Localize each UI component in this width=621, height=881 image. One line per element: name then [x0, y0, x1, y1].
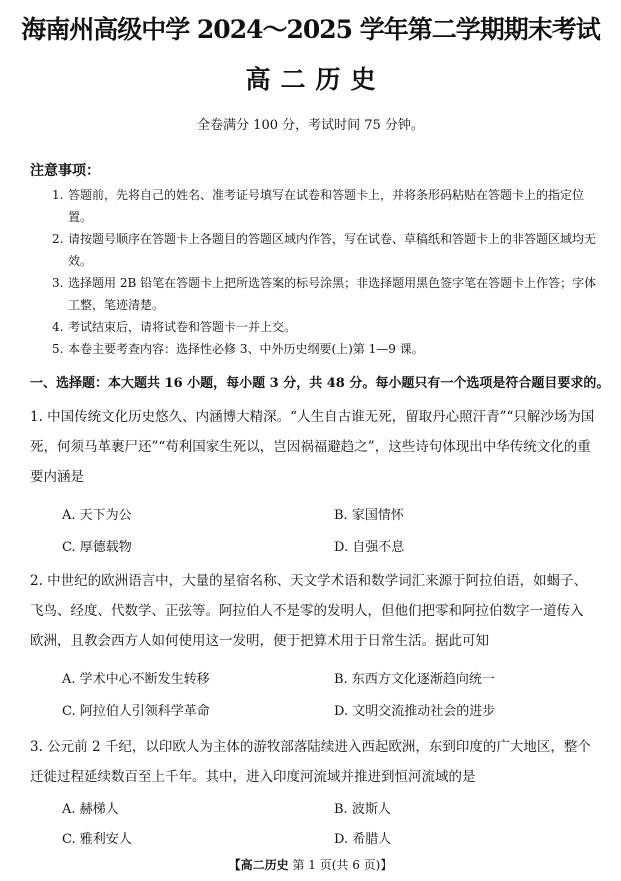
- option-b[interactable]: B. 家国情怀: [334, 508, 404, 523]
- notice-item: [52, 184, 600, 228]
- question-3: [30, 732, 596, 792]
- option-c[interactable]: C. 厚德载物: [62, 540, 132, 555]
- option-a[interactable]: A. 学术中心不断发生转移: [62, 672, 210, 687]
- notice-text: 请按题号顺序在答题卡上各题目的答题区域内作答，写在试卷、草稿纸和答题卡上的非答题区域均无效。: [68, 232, 597, 268]
- option-d[interactable]: D. 文明交流推动社会的进步: [334, 704, 496, 719]
- notice-number: 4.: [52, 320, 64, 334]
- page-footer: [0, 856, 621, 873]
- exam-title: 海南州高级中学 2024～2025 学年第二学期期末考试: [21, 15, 600, 44]
- question-stem: 2. 中世纪的欧洲语言中，大量的星宿名称、天文学术语和数学词汇来源于阿拉伯语，如蝎子、飞鸟、经度、代数学、正弦等。阿拉伯人不是零的发明人，但他们把零和阿拉伯数字一道传入欧洲，且教会西方人如何使用这一发明，便于把算术用于日常生活。据此可知: [30, 573, 588, 649]
- option-d[interactable]: D. 希腊人: [334, 832, 392, 847]
- notice-item: [52, 228, 600, 272]
- question-2: [30, 566, 596, 656]
- notice-number: 2.: [52, 232, 64, 246]
- option-c[interactable]: C. 阿拉伯人引领科学革命: [62, 704, 210, 719]
- question-stem: 3. 公元前 2 千纪，以印欧人为主体的游牧部落陆续进入西起欧洲，东到印度的广大地区，整个迁徙过程延续数百至上千年。其中，进入印度河流域并推进到恒河流域的是: [30, 739, 591, 785]
- option-b[interactable]: B. 东西方文化逐渐趋向统一: [334, 672, 495, 687]
- notice-title: 注意事项：: [30, 163, 100, 179]
- notice-item: [52, 316, 600, 338]
- option-b[interactable]: B. 波斯人: [334, 802, 391, 817]
- notice-number: 5.: [52, 342, 64, 356]
- option-d[interactable]: D. 自强不息: [334, 540, 405, 555]
- option-a[interactable]: A. 天下为公: [62, 508, 132, 523]
- question-1: [30, 402, 596, 492]
- notice-text: 本卷主要考查内容：选择性必修 3、中外历史纲要(上)第 1—9 课。: [68, 342, 424, 356]
- footer-subject: 【高二历史: [228, 858, 289, 872]
- exam-meta: 全卷满分 100 分，考试时间 75 分钟。: [197, 118, 424, 133]
- option-c[interactable]: C. 雅利安人: [62, 832, 132, 847]
- notice-text: 答题前，先将自己的姓名、准考证号填写在试卷和答题卡上，并将条形码粘贴在答题卡上的指定位置。: [68, 188, 585, 224]
- footer-page-number: 第 1 页(共 6 页)】: [292, 858, 393, 872]
- exam-subject: 高二历史: [245, 65, 386, 94]
- notice-number: 3.: [52, 276, 64, 290]
- section-heading: 一、选择题：本大题共 16 小题，每小题 3 分，共 48 分。每小题只有一个选项是符合题目要求的。: [30, 376, 610, 391]
- notice-number: 1.: [52, 188, 64, 202]
- notice-text: 选择题用 2B 铅笔在答题卡上把所选答案的标号涂黑；非选择题用黑色签字笔在答题卡上作答；字体工整，笔迹清楚。: [68, 276, 597, 312]
- notice-text: 考试结束后，请将试卷和答题卡一并上交。: [68, 320, 297, 334]
- notice-list: [52, 184, 600, 360]
- notice-item: [52, 272, 600, 316]
- question-stem: 1. 中国传统文化历史悠久、内涵博大精深。“人生自古谁无死，留取丹心照汗青”“只解沙场为国死，何须马革裹尸还”“苟利国家生死以，岂因祸福避趋之”，这些诗句体现出中华传统文化的重要内涵是: [30, 409, 595, 485]
- option-a[interactable]: A. 赫梯人: [62, 802, 119, 817]
- notice-item: [52, 338, 600, 360]
